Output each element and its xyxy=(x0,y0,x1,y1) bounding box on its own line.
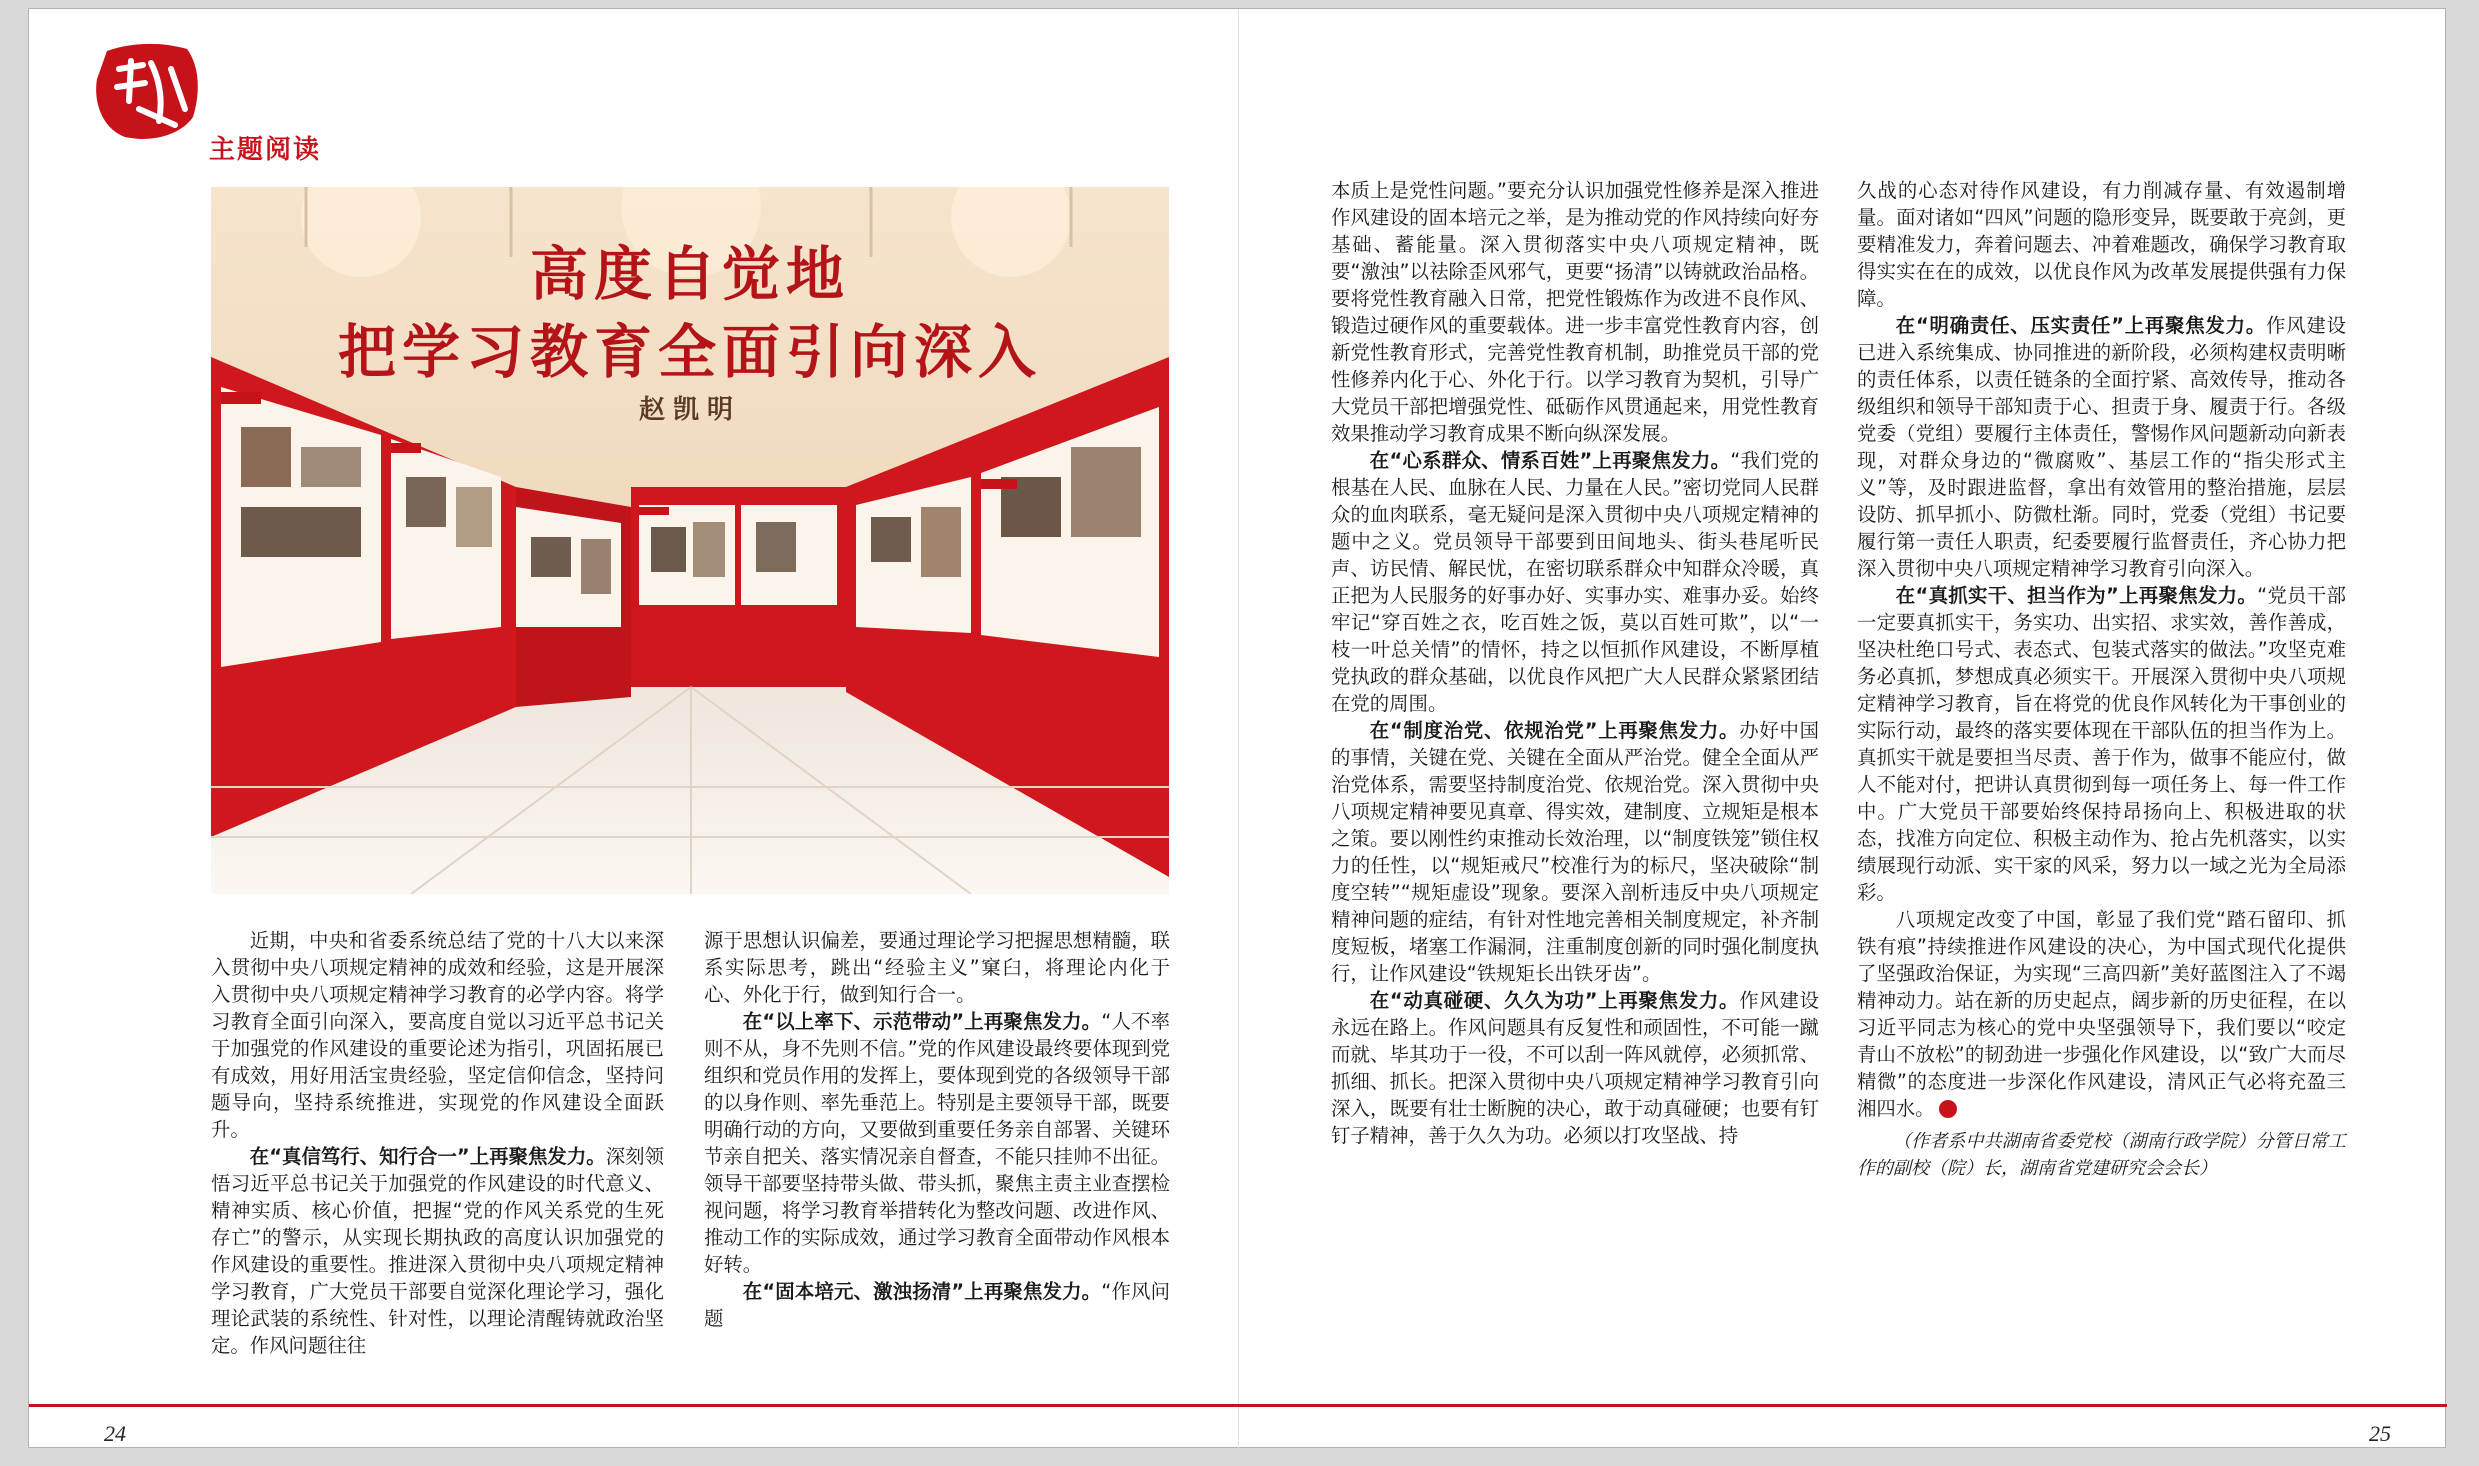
paragraph-2-heading: 在“真信笃行、知行合一”上再聚焦发力。 xyxy=(249,1145,606,1168)
paragraph-4 xyxy=(704,1278,1170,1332)
article-title-line-2: 把学习教育全面引向深入 xyxy=(337,318,1042,386)
paragraph-9-heading: 在“真抓实干、担当作为”上再聚焦发力。 xyxy=(1895,584,2258,607)
paragraph-conclusion-text: 八项规定改变了中国，彰显了我们党“踏石留印、抓铁有痕”持续推进作风建设的决心，为中国式现代化提供了坚强政治保证，为实现“三高四新”美好蓝图注入了不竭精神动力。站在新的历史起点，阔步新的历史征程，在以习近平同志为核心的党中央坚强领导下，我们要以“咬定青山不放松”的韧劲进一步强化作风建设，以“致广大而尽精微”的态度进一步深化作风建设，清风正气必将充盈三湘四水。 xyxy=(1857,908,2346,1120)
right-column-1 xyxy=(1331,177,1819,1149)
left-page-bottom-rule xyxy=(29,1404,1238,1407)
paragraph-2-text: 深刻领悟习近平总书记关于加强党的作风建设的时代意义、精神实质、核心价值，把握“党的作风关系党的生死存亡”的警示，从实现长期执政的高度认识加强党的作风建设的重要性。推进深入贯彻中央八项规定精神学习教育，广大党员干部要自觉深化理论学习，强化理论武装的系统性、针对性，以理论清醒铸就政治坚定。作风问题往往 xyxy=(211,1145,664,1357)
paragraph-7-text: 作风建设永远在路上。作风问题具有反复性和顽固性，不可能一蹴而就、毕其功于一役，不可以刮一阵风就停，必须抓常、抓细、抓长。把深入贯彻中央八项规定精神学习教育引向深入，既要有壮士断腕的决心，敢于动真碰硬；也要有钉钉子精神，善于久久为功。必须以打攻坚战、持 xyxy=(1331,989,1819,1147)
end-mark-icon xyxy=(1939,1100,1957,1118)
article-title-line-1: 高度自觉地 xyxy=(529,240,850,308)
paragraph-3-text: “人不率则不从，身不先则不信。”党的作风建设最终要体现到党组织和党员作用的发挥上，要体现到党的各级领导干部的以身作则、率先垂范上。特别是主要领导干部，既要明确行动的方向，又要做到重要任务亲自部署、关键环节亲自把关、落实情况亲自督查，不能只挂帅不出征。领导干部要坚持带头做、带头抓，聚焦主责主业查摆检视问题，将学习教育举措转化为整改问题、改进作风、推动工作的实际成效，通过学习教育全面带动作风根本好转。 xyxy=(704,1010,1170,1276)
right-column-2 xyxy=(1857,177,2346,1182)
paragraph-4-text: “作风问题 xyxy=(704,1280,1170,1330)
paragraph-intro: 近期，中央和省委系统总结了党的十八大以来深入贯彻中央八项规定精神的成效和经验，这是开展深入贯彻中央八项规定精神学习教育的必学内容。将学习教育全面引向深入，要高度自觉以习近平总书记关于加强党的作风建设的重要论述为指引，巩固拓展已有成效，用好用活宝贵经验，坚定信仰信念，坚持问题导向，坚持系统推进，实现党的作风建设全面跃升。 xyxy=(211,929,664,1141)
article-author: 赵凯明 xyxy=(638,395,741,425)
paragraph-6-text: 办好中国的事情，关键在党、关键在全面从严治党。健全全面从严治党体系，需要坚持制度治党、依规治党。深入贯彻中央八项规定精神要见真章、得实效，建制度、立规矩是根本之策。要以刚性约束推动长效治理，以“制度铁笼”锁住权力的任性，以“规矩戒尺”校准行为的标尺，坚决破除“制度空转”“规矩虚设”现象。要深入剖析违反中央八项规定精神问题的症结，有针对性地完善相关制度规定，补齐制度短板，堵塞工作漏洞，注重制度创新的同时强化制度执行，让作风建设“铁规矩长出铁牙齿”。 xyxy=(1331,719,1819,985)
paragraph-5 xyxy=(1331,447,1819,717)
magazine-spread xyxy=(28,8,2446,1448)
left-page-number: 24 xyxy=(104,1421,126,1446)
magazine-logo xyxy=(89,39,209,149)
paragraph-4-continued: 本质上是党性问题。”要充分认识加强党性修养是深入推进作风建设的固本培元之举，是为推动党的作风持续向好夯基础、蓄能量。深入贯彻落实中央八项规定精神，既要“激浊”以祛除歪风邪气，更要“扬清”以铸就政治品格。要将党性教育融入日常，把党性锻炼作为改进不良作风、锻造过硬作风的重要载体。进一步丰富党性教育内容，创新党性教育形式，完善党性教育机制，助推党员干部的党性修养内化于心、外化于行。以学习教育为契机，引导广大党员干部把增强党性、砥砺作风贯通起来，用党性教育效果推动学习教育成果不断向纵深发展。 xyxy=(1331,179,1819,445)
hero-image xyxy=(211,187,1169,894)
left-column-2 xyxy=(704,927,1170,1332)
paragraph-8 xyxy=(1857,312,2346,582)
paragraph-3-heading: 在“以上率下、示范带动”上再聚焦发力。 xyxy=(742,1010,1102,1033)
paragraph-6 xyxy=(1331,717,1819,987)
paragraph-2-continued: 源于思想认识偏差，要通过理论学习把握思想精髓，联系实际思考，跳出“经验主义”窠臼，将理论内化于心、外化于行，做到知行合一。 xyxy=(704,929,1170,1006)
paragraph-8-text: 作风建设已进入系统集成、协同推进的新阶段，必须构建权责明晰的责任体系，以责任链条的全面拧紧、高效传导，推动各级组织和领导干部知责于心、担责于身、履责于行。各级党委（党组）要履行主体责任，警惕作风问题新动向新表现，对群众身边的“微腐败”、基层工作的“指尖形式主义”等，及时跟进监督，拿出有效管用的整治措施，层层设防、抓早抓小、防微杜渐。同时，党委（党组）书记要履行第一责任人职责，纪委要履行监督责任，齐心协力把深入贯彻中央八项规定精神学习教育引向深入。 xyxy=(1857,314,2346,580)
paragraph-5-text: “我们党的根基在人民、血脉在人民、力量在人民。”密切党同人民群众的血肉联系，毫无疑问是深入贯彻中央八项规定精神的题中之义。党员领导干部要到田间地头、街头巷尾听民声、访民情、解民忧，在密切联系群众中知群众冷暖，真正把为人民服务的好事办好、实事办实、难事办妥。始终牢记“穿百姓之衣，吃百姓之饭，莫以百姓可欺”，以“一枝一叶总关情”的情怀，持之以恒抓作风建设，不断厚植党执政的群众基础，以优良作风把广大人民群众紧紧团结在党的周围。 xyxy=(1331,449,1819,715)
paragraph-4-heading: 在“固本培元、激浊扬清”上再聚焦发力。 xyxy=(742,1280,1102,1303)
paragraph-7-heading: 在“动真碰硬、久久为功”上再聚焦发力。 xyxy=(1369,989,1740,1012)
paragraph-6-heading: 在“制度治党、依规治党”上再聚焦发力。 xyxy=(1369,719,1740,742)
paragraph-8-heading: 在“明确责任、压实责任”上再聚焦发力。 xyxy=(1895,314,2267,337)
paragraph-5-heading: 在“心系群众、情系百姓”上再聚焦发力。 xyxy=(1369,449,1731,472)
author-note: （作者系中共湖南省委党校（湖南行政学院）分管日常工作的副校（院）长，湖南省党建研究会会长） xyxy=(1857,1131,2346,1179)
section-label: 主题阅读 xyxy=(209,135,322,165)
paragraph-3 xyxy=(704,1008,1170,1278)
right-page-bottom-rule xyxy=(1238,1404,2447,1407)
right-page-number: 25 xyxy=(2369,1421,2391,1446)
paragraph-2 xyxy=(211,1143,664,1359)
paragraph-7 xyxy=(1331,987,1819,1149)
left-column-1 xyxy=(211,927,664,1359)
paragraph-9-text: “党员干部一定要真抓实干，务实功、出实招、求实效，善作善成，坚决杜绝口号式、表态式、包装式落实的做法。”攻坚克难务必真抓，梦想成真必须实干。开展深入贯彻中央八项规定精神学习教育，旨在将党的优良作风转化为干事创业的实际行动，最终的落实要体现在干部队伍的担当作为上。真抓实干就是要担当尽责、善于作为，做事不能应付，做人不能对付，把讲认真贯彻到每一项任务上、每一件工作中。广大党员干部要始终保持昂扬向上、积极进取的状态，找准方向定位、积极主动作为、抢占先机落实，以实绩展现行动派、实干家的风采，努力以一域之光为全局添彩。 xyxy=(1857,584,2346,904)
paragraph-9 xyxy=(1857,582,2346,906)
paragraph-7-continued: 久战的心态对待作风建设，有力削减存量、有效遏制增量。面对诸如“四风”问题的隐形变异，既要敢于亮剑，更要精准发力，奔着问题去、冲着难题改，确保学习教育取得实实在在的成效，以优良作风为改革发展提供强有力保障。 xyxy=(1857,179,2346,310)
paragraph-conclusion xyxy=(1857,906,2346,1122)
spine-divider xyxy=(1238,9,1239,1449)
